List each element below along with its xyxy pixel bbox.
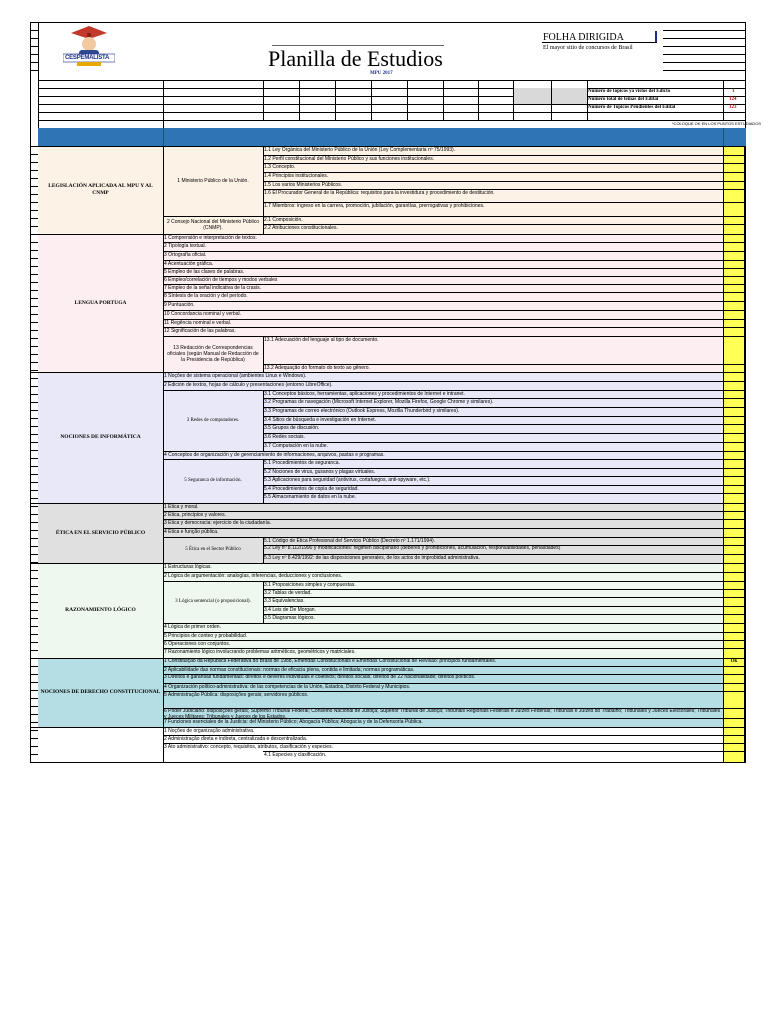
stat-total-label: Número total de temas del Edital xyxy=(588,97,659,102)
topic-row: 11 Regência nominal e verbal. xyxy=(164,320,232,326)
stat-total-value: 124 xyxy=(729,97,737,102)
topic-row: 2.1 Composición. xyxy=(264,217,303,223)
ok-cell[interactable] xyxy=(723,424,745,433)
ok-cell[interactable] xyxy=(723,468,745,476)
topic-row: 1.7 Miembros: ingreso en la carrera, promoción, jubilación, garantías, prerrogativas y prohibiciones. xyxy=(264,203,485,209)
ok-cell[interactable] xyxy=(723,202,745,216)
stat-pending-value: 123 xyxy=(729,105,737,110)
ok-cell[interactable] xyxy=(723,301,745,310)
topic-row: 3.2 Programas de navegación (Microsoft Internet Explorer, Mozilla Firefox, Google Chrome y similares). xyxy=(264,399,494,405)
topic-row: 1 Comprensión e interpretación de textos. xyxy=(164,235,257,241)
ok-note: *COLOQUE OK EN LOS PUNTOS ESTUDIADOS xyxy=(672,121,762,126)
section-label: LEGISLACIÓN APLICADA AL MPU Y AL CNMP xyxy=(48,183,153,196)
topic-row: 5.3 Aplicaciones para seguridad (antivirus, cortafuegos, anti-spyware, etc.). xyxy=(264,477,431,483)
ok-cell[interactable] xyxy=(723,648,745,658)
topic-row: 7 Razonamiento lógico involucrando problemas aritméticos, geométricos y matriciales. xyxy=(164,649,356,655)
topic-row: 4 Lógica de primer orden. xyxy=(164,624,221,630)
ok-cell[interactable] xyxy=(723,155,745,163)
topic-row: 6 Empleo/correlación de tiempos y modos verbales xyxy=(164,277,278,283)
topic-row: 2.2 Atribuciones constitucionales. xyxy=(264,225,338,231)
ok-cell[interactable] xyxy=(723,493,745,503)
ok-cell[interactable] xyxy=(723,691,745,708)
topic-row: 5.2 Ley nº 8.112/1990 y modificaciones: régimen disciplinario (deberes y prohibiciones, acumulación, responsabilidades, penalidades) xyxy=(264,546,561,551)
ok-cell[interactable] xyxy=(723,292,745,301)
ok-cell[interactable] xyxy=(723,336,745,364)
ok-cell[interactable] xyxy=(723,242,745,251)
topic-row: 12 Significación de las palabras. xyxy=(164,328,236,334)
ok-cell[interactable] xyxy=(723,451,745,459)
ok-cell[interactable] xyxy=(723,390,745,398)
topic-row: 3.3 Programas de correo electrónico (Outlook Express, Mozilla Thunderbird y similares). xyxy=(264,408,460,414)
stat-seen-label: Número de tópicos ya vistos del Edicto xyxy=(588,89,671,94)
topic-row: 1.2 Perfil constitucional del Ministerio Público y sus funciones institucionales. xyxy=(264,156,435,162)
topic-row: 2 Ética, principios y valores. xyxy=(164,512,226,518)
ok-cell[interactable] xyxy=(723,459,745,468)
topic-row: 5 Principios de conteo y probabilidad. xyxy=(164,633,248,639)
topic-row: 3.5 Grupos de discusión. xyxy=(264,425,320,431)
topic-row: 1 Noções de organização administrativa. xyxy=(164,728,255,734)
ok-cell[interactable] xyxy=(723,537,745,545)
section-label: NOCIONES DE DERECHO CONSTITUCIONAL xyxy=(40,689,161,695)
topic-row: 5 Administração Pública: disposições gerais; servidores públicos. xyxy=(164,692,309,698)
ok-cell[interactable] xyxy=(723,416,745,424)
topic-row: 1.1 Ley Orgánica del Ministerio Público de la Unión (Ley Complementaria nº 75/1993). xyxy=(264,147,456,153)
topic-row: 13.1 Adecuación del lenguaje al tipo de documento. xyxy=(264,337,379,343)
ok-cell[interactable] xyxy=(723,727,745,735)
ok-cell[interactable] xyxy=(723,554,745,563)
section-label: ÉTICA EN EL SERVICIO PÚBLICO xyxy=(55,529,146,536)
topic-row: 10 Concordancia nominal y verbal. xyxy=(164,311,241,317)
topic-row: 3.5 Diagramas lógicos. xyxy=(264,615,315,621)
ok-cell[interactable] xyxy=(723,511,745,519)
ok-cell[interactable] xyxy=(723,234,745,242)
stat-pending-label: Número de Topicos Pendientes del Edital xyxy=(588,105,676,110)
ok-cell[interactable] xyxy=(723,572,745,581)
topic-row: 1.4 Principios institucionales. xyxy=(264,173,329,179)
topic-row: 13.2 Adequação do formato do texto ao gênero. xyxy=(264,365,370,371)
ok-cell[interactable] xyxy=(723,485,745,493)
topic-row: 1 Estructuras lógicas. xyxy=(164,564,212,570)
ok-cell[interactable] xyxy=(723,503,745,511)
topic-row: 2 Lógica de argumentación: analogías, inferencias, deducciones y conclusiones. xyxy=(164,573,343,579)
ok-cell[interactable] xyxy=(723,216,745,224)
section-label: NOCIONES DE INFORMÁTICA xyxy=(60,434,141,440)
topic-row: 1.5 Los varios Ministerios Públicos. xyxy=(264,182,343,188)
topic-row: 5.1 Procedimientos de seguranca. xyxy=(264,460,340,466)
subtopic-label: 13 Redacción de Correspondencias oficiales (según Manual de Redacción de la Presidencia de República) xyxy=(167,345,259,363)
stat-seen-value: 1 xyxy=(732,89,735,94)
topic-row: 8 Síntesis de la oración y del período. xyxy=(164,293,248,299)
topic-row: 3.6 Redes sociais. xyxy=(264,434,305,440)
topic-row: 3.3 Equivalencias. xyxy=(264,598,305,604)
topic-row: 1 Noções de sistema operacional (ambientes Linux e Windows). xyxy=(164,373,307,379)
topic-row: 5.1 Código de Ética Profesional del Servicio Público (Decreto nº 1.171/1994). xyxy=(264,538,436,544)
ok-cell[interactable] xyxy=(723,735,745,743)
topic-row: 7 Empleo de la señal indicativa de la crasis. xyxy=(164,285,261,291)
ok-cell[interactable] xyxy=(723,632,745,640)
ok-cell[interactable] xyxy=(723,268,745,276)
topic-row: 3.7 Computación en la nube. xyxy=(264,443,328,449)
topic-row: 2 Administração direta e indireta, centralizada e descentralizada. xyxy=(164,736,308,742)
ok-cell[interactable] xyxy=(723,181,745,189)
ok-cell[interactable] xyxy=(723,614,745,623)
topic-row: 4 Organización político-administrativa: de las competencias de la Unión, Estados, Distrito Federal y Municipios. xyxy=(164,684,411,690)
ok-cell[interactable] xyxy=(723,260,745,268)
ok-cell[interactable] xyxy=(723,581,745,589)
subtopic-label: 5 Seguranca de información. xyxy=(184,478,242,483)
section-label: RAZONAMIENTO LÓGICO xyxy=(65,607,136,613)
ok-cell[interactable] xyxy=(723,284,745,292)
topic-row: 6 Operaciones con conjuntos. xyxy=(164,641,231,647)
topic-row: 2 Tipología textual. xyxy=(164,243,206,249)
logo-graphic xyxy=(63,24,115,68)
logo-text: CESPEMALISTA xyxy=(65,55,110,61)
ok-cell[interactable] xyxy=(723,433,745,442)
page-title: Planilla de Estudios xyxy=(268,46,443,71)
topic-row: 3.4 Sitios de búsqueda e investigación en Internet. xyxy=(264,417,377,423)
ok-cell[interactable] xyxy=(723,708,745,718)
topic-row: 3 Ato administrativo: concepto, requisitos, atributos, clasificación y especies. xyxy=(164,744,333,750)
topic-row: 5.4 Procedimientos de copia de seguridad. xyxy=(264,486,359,492)
subtopic-label: 3 Redes de computadores. xyxy=(186,417,240,423)
ok-cell[interactable] xyxy=(723,251,745,260)
topic-row: 4 Ética e função pública. xyxy=(164,529,219,535)
ok-cell[interactable] xyxy=(723,674,745,683)
topic-row: 2 Edición de textos, hojas de cálculo y presentaciones (entorno LibreOffice). xyxy=(164,382,333,388)
topic-row: 1 Ética y moral. xyxy=(164,504,199,510)
topic-row: 9 Puntuación. xyxy=(164,302,195,308)
subtopic-label: 5 Ética en el Sector Público xyxy=(185,547,241,552)
ok-cell[interactable] xyxy=(723,589,745,597)
ok-cell[interactable] xyxy=(723,381,745,390)
topic-row: 3 Ética y democracia: ejercicio de la ciudadanía. xyxy=(164,520,272,526)
ok-cell[interactable] xyxy=(723,623,745,632)
ok-cell[interactable] xyxy=(723,597,745,606)
page-subtitle: MPU 2017 xyxy=(370,71,393,76)
topic-row: 5.2 Nociones de virus, gusanos y plagas virtuales. xyxy=(264,469,376,475)
ok-cell[interactable] xyxy=(723,563,745,572)
topic-row: 3.1 Conceptos básicos, herramientas, aplicaciones y procedimientos de Internet e intranet. xyxy=(264,391,465,397)
column-header-bar xyxy=(38,128,746,146)
ok-cell[interactable] xyxy=(723,683,745,691)
topic-row: 7 Funciones esenciales de la Justicia: del Ministerio Público; Abogacía Pública; Abogacía y de la Defensoría Pública. xyxy=(164,719,423,725)
ok-cell[interactable] xyxy=(723,640,745,648)
ok-cell[interactable] xyxy=(723,364,745,372)
ok-cell[interactable] xyxy=(723,310,745,319)
ok-cell[interactable] xyxy=(723,743,745,751)
topic-row: 5 Empleo de las clases de palabras. xyxy=(164,269,245,275)
ok-cell[interactable] xyxy=(723,442,745,451)
brand-tagline: El mayor sitio de concursos de Brasil xyxy=(543,45,633,51)
ok-cell[interactable] xyxy=(723,606,745,614)
subtopic-label: 3 Lógica sentencial (o proposicional). xyxy=(175,599,251,604)
ok-cell[interactable] xyxy=(723,276,745,284)
ok-cell[interactable] xyxy=(723,519,745,528)
topic-row: 1 Constituição da República Federativa do Brasil de 1988, Emendas Constitucionais e Emendas Constitucional de Revisão: principios fundamentales. xyxy=(164,659,497,664)
topic-row: 5.3 Ley nº 8.429/1992: de las disposiciones generales, de los actos de improbidad administrativa. xyxy=(264,555,480,561)
section-label: LENGUA PORTUGA xyxy=(74,299,127,306)
ok-cell[interactable] xyxy=(723,545,745,554)
ok-cell[interactable] xyxy=(723,476,745,485)
topic-row: 6 Poder Judiciário: disposições gerais; Supremo Tribunal Federal; Conselho Nacional de Justiça; Superior Tribunal de Justiça; Tribunais Regionais Federais e Juízes Federais; Tribunais e Juízes do Trabalho; Tribunales y Jueces Electorales; Tribunales y Jueces Militares; Tribunales y Jueces de los Estados. xyxy=(164,709,721,718)
ok-cell[interactable] xyxy=(723,398,745,407)
topic-row: 4 Conceptos de organización y de gerenciamiento de informaciones, arquivos, pastas e programas. xyxy=(164,452,385,458)
topic-row: 1.6 El Procurador General de la República: requisitos para la investidura y procedimiento de destitución. xyxy=(264,190,495,196)
ok-cell[interactable] xyxy=(723,407,745,416)
ok-cell[interactable] xyxy=(723,146,745,155)
topic-row: 1.3 Concepto. xyxy=(264,164,296,170)
topic-row: 2 Aplicabilidade das normas constitucionais: normas de eficacia plena, contida e limitada; normas programáticas. xyxy=(164,667,415,673)
topic-row: 3.4 Leis de De Morgan. xyxy=(264,607,316,613)
section-label xyxy=(38,727,163,762)
ok-cell[interactable] xyxy=(723,528,745,537)
brand-name: FOLHA DIRIGIDA xyxy=(543,32,624,43)
topic-row: 4 Acentuación gráfica. xyxy=(164,261,214,267)
topic-row: 3.1 Proposiciones simples y compuestas. xyxy=(264,582,356,588)
logo xyxy=(63,24,115,68)
topic-row: 3 Ortografía oficial. xyxy=(164,252,207,258)
topic-row: 5.5 Almacenamiento de datos en la nube. xyxy=(264,494,357,500)
ok-mark: Ok xyxy=(730,659,738,664)
ok-cell[interactable] xyxy=(723,163,745,172)
subtopic-label: 2 Consejo Nacional del Ministerio Público (CNMP). xyxy=(167,219,259,231)
ok-cell[interactable] xyxy=(723,224,745,234)
ok-cell[interactable] xyxy=(723,189,745,202)
topic-row: 3.2 Tablas de verdad. xyxy=(264,590,312,596)
ok-cell[interactable] xyxy=(723,751,745,762)
topic-row: 3 Direitos e garantias fundamentais: direitos e deveres individuais e coletivos; direitos sociais; direitos de 22 nacionalidade; direitos políticos. xyxy=(164,675,476,680)
ok-cell[interactable] xyxy=(723,172,745,181)
ok-cell[interactable] xyxy=(723,666,745,674)
subtopic-label: 1 Ministerio Público de la Unión. xyxy=(177,178,249,184)
ok-cell[interactable] xyxy=(723,327,745,336)
ok-cell[interactable] xyxy=(723,319,745,327)
ok-cell[interactable] xyxy=(723,718,745,727)
ok-cell[interactable] xyxy=(723,372,745,381)
topic-row: 4.1 Especies y clasificación. xyxy=(264,752,327,758)
